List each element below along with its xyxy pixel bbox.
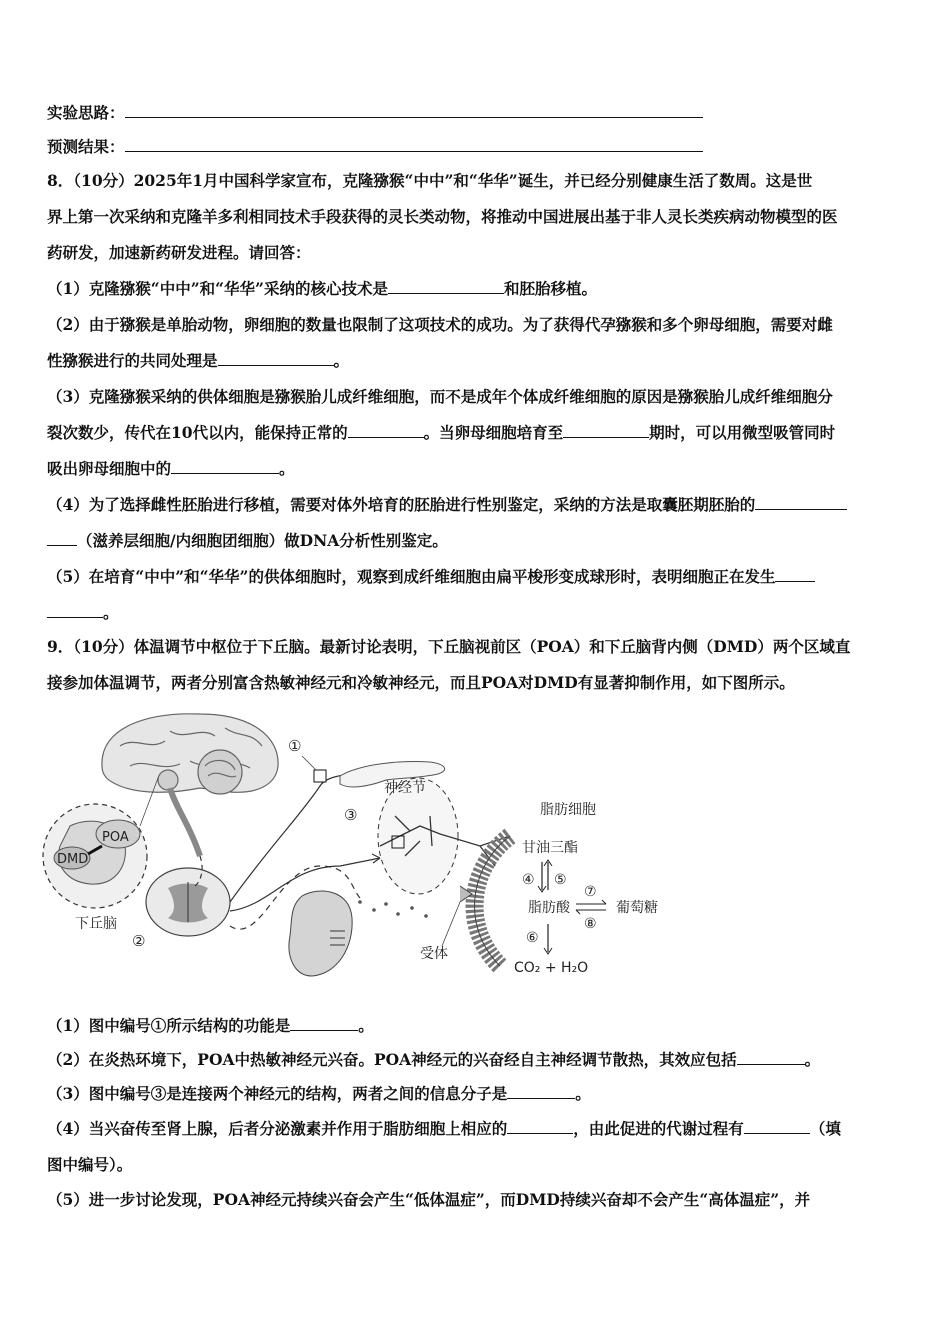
glucose-label: 葡萄糖 [616,900,658,916]
fatty-acid-label: 脂肪酸 [528,900,570,916]
answer-blank[interactable] [125,103,703,118]
answer-blank[interactable] [388,279,504,294]
fat-cell-label: 脂肪细胞 [540,802,596,818]
answer-blank[interactable] [47,603,103,618]
metabolism-scheme [514,801,658,976]
dmd-label: DMD [57,852,89,867]
q8-part-5-line-2: 。 [47,603,907,623]
answer-blank[interactable] [775,567,815,582]
q9-part-4-line-2: 图中编号）。 [47,1155,133,1174]
answer-blank[interactable] [563,423,649,438]
label-6: ⑥ [526,930,539,946]
poa-label: POA [102,830,129,845]
answer-blank[interactable] [218,351,334,366]
label-1: ① [288,737,302,755]
q9-part-5-line-1: （5）进一步讨论发现，POA神经元持续兴奋会产生“低体温症”，而DMD持续兴奋却不会产生“高体温症”，并 [47,1190,811,1209]
q8-part-4-line-2: （滋养层细胞/内细胞团细胞）做DNA分析性别鉴定。 [47,531,907,551]
q8-part-2-line-2: 性猕猴进行的共同处理是 。 [47,351,350,370]
label-4: ④ [522,872,535,888]
q8-stem-line-3: 药研发，加速新药研发进程。请回答： [47,243,311,262]
answer-blank[interactable] [125,137,703,152]
label-3: ③ [344,806,358,824]
q8-part-4-line-1: （4）为了选择雌性胚胎进行移植，需要对体外培育的胚胎进行性别鉴定，采纳的方法是取囊胚期胚胎的 [47,495,907,515]
answer-blank[interactable] [348,423,424,438]
hypothalamus-inset [43,778,158,932]
adrenal-kidney [289,891,428,976]
answer-blank[interactable] [290,1016,358,1031]
receptor-label: 受体 [420,946,448,962]
q8-part-3-line-3: 吸出卵母细胞中的 。 [47,459,295,478]
answer-blank[interactable] [744,1119,810,1134]
q9-stem-line-2: 接参加体温调节，两者分别富含热敏神经元和冷敏神经元，而且POA对DMD有显著抑制作用，如下图所示。 [47,673,795,692]
label-7: ⑦ [584,884,597,900]
label-8: ⑧ [584,916,597,932]
q8-part-3-line-1: （3）克隆猕猴采纳的供体细胞是猕猴胎儿成纤维细胞，而不是成年个体成纤维细胞的原因是猕猴胎儿成纤维细胞分 [47,387,833,406]
thermoregulation-diagram [40,706,680,996]
q8-part-1: （1）克隆猕猴“中中”和“华华”采纳的核心技术是 和胚胎移植。 [47,279,597,298]
answer-blank[interactable] [507,1119,573,1134]
label-2: ② [132,932,146,950]
hypothalamus-label: 下丘脑 [75,916,117,932]
label-5: ⑤ [554,872,567,888]
q9-part-3: （3）图中编号③是连接两个神经元的结构，两者之间的信息分子是 。 [47,1084,591,1103]
answer-blank[interactable] [171,459,279,474]
answer-blank[interactable] [737,1050,805,1065]
answer-blank[interactable] [755,495,847,510]
q8-stem-line-1: 8．（10分）2025年1月中国科学家宣布，克隆猕猴“中中”和“华华”诞生，并已经分别健康生活了数周。这是世 [47,171,813,190]
ganglion [344,778,510,894]
q9-part-2: （2）在炎热环境下，POA中热敏神经元兴奋。POA神经元的兴奋经自主神经调节散热，其效应包括 。 [47,1050,821,1069]
q9-part-1: （1）图中编号①所示结构的功能是 。 [47,1016,374,1035]
ganglion-label: 神经节 [384,780,426,796]
answer-blank[interactable] [47,531,77,546]
q8-part-2-line-1: （2）由于猕猴是单胎动物，卵细胞的数量也限制了这项技术的成功。为了获得代孕猕猴和多个卵母细胞，需要对雌 [47,315,833,334]
answer-blank[interactable] [507,1084,575,1099]
q9-part-4-line-1: （4）当兴奋传至肾上腺，后者分泌激素并作用于脂肪细胞上相应的 ，由此促进的代谢过程有 （填 [47,1119,841,1138]
q8-stem-line-2: 界上第一次采纳和克隆羊多利相同技术手段获得的灵长类动物，将推动中国进展出基于非人灵长类疾病动物模型的医 [47,207,838,226]
q9-stem-line-1: 9．（10分）体温调节中枢位于下丘脑。最新讨论表明，下丘脑视前区（POA）和下丘脑背内侧（DMD）两个区域直 [47,637,851,656]
spinal-cord-section [132,868,230,950]
triglyceride-label: 甘油三酯 [522,840,578,856]
q8-part-5-line-1: （5）在培育“中中”和“华华”的供体细胞时，观察到成纤维细胞由扁平梭形变成球形时，表明细胞正在发生 [47,567,907,587]
experiment-idea-line: 实验思路： [47,103,907,123]
q8-part-3-line-2: 裂次数少，传代在10代以内，能保持正常的 。当卵母细胞培育至 期时，可以用微型吸管同时 [47,423,836,442]
predicted-result-line: 预测结果： [47,137,907,157]
co2-water-label: CO₂ + H₂O [514,960,589,976]
